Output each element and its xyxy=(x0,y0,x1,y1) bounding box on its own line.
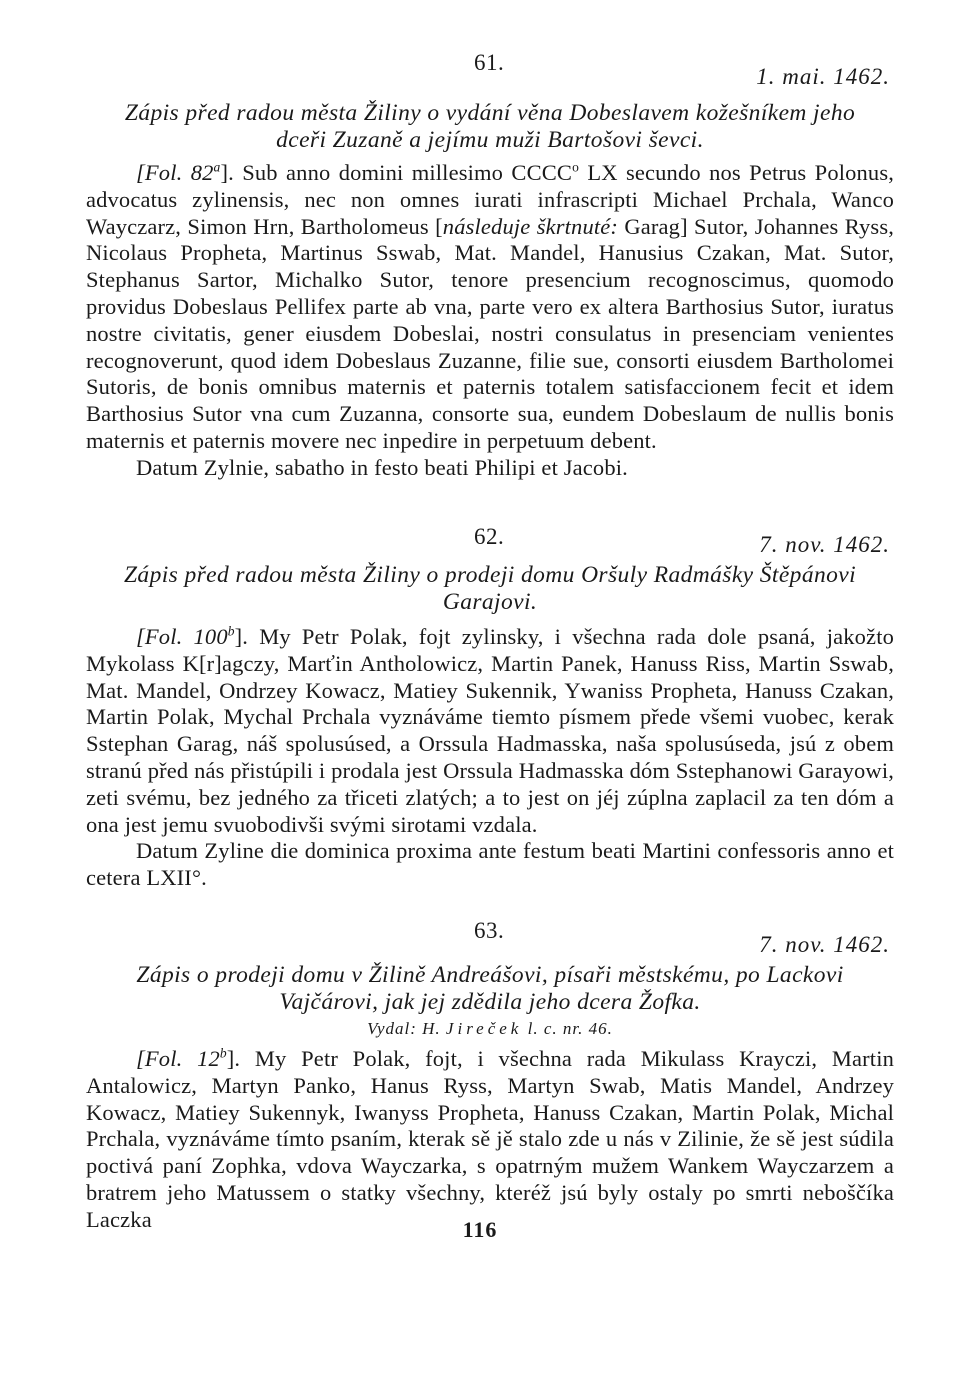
entry-date: 7. nov. 1462. xyxy=(759,532,890,557)
page-number: 116 xyxy=(462,1217,498,1242)
folio-reference xyxy=(136,160,220,185)
entry-number: 62. xyxy=(474,524,505,549)
entry-title-line: dceři Zuzaně a jejímu muži Bartošovi ševci. xyxy=(276,127,704,153)
entry-number: 61. xyxy=(474,50,505,75)
body-sup: o xyxy=(572,159,579,175)
body-text: My Petr Polak, fojt zylinsky, i všechna rada dole psaná, jakožto Mykolass K[r]agczy, Marťin Antholowicz, Martin Panek, Hanuss Riss, Martin Sswab, Mat. Mandel, Ondrzey Kowacz, Matiey Sukennik, Ywaniss Propheta, Hanuss Czakan, Martin Polak, Mychal Prchala vyznáváme tiemto písmem přede všemi vuobec, kerak Sstephan Garag, náš spolusúsed, a Orssula Hadmasska, naša spolusúseda, jsú z obem stranú před nás přistúpili i prodala jest Orssula Hadmasska dóm Sstephanowi Garayowi, zeti svému, bez jedného za třiceti zlatých; a to jest on jéj zúplna zaplacil za ten dóm a ona jest jemu svuobodivši svými sirotami vzdala. xyxy=(86,624,894,837)
folio-close: ]. xyxy=(226,1046,241,1071)
entry-61 xyxy=(86,52,894,482)
entry-body xyxy=(86,160,894,455)
entry-title-line: Zápis před radou města Žiliny o vydání věna Dobeslavem kožešníkem jeho xyxy=(124,100,856,126)
datum-line: Datum Zylnie, sabatho in festo beati Philipi et Jacobi. xyxy=(136,454,628,480)
folio-label: [Fol. 82 xyxy=(136,160,214,185)
edition-suffix: l. c. nr. 46. xyxy=(527,1019,613,1038)
datum-line: Datum Zyline die dominica proxima ante festum beati Martini confessoris anno et cetera LXII°. xyxy=(86,838,894,891)
entry-62 xyxy=(86,520,894,892)
body-text: Sub anno domini millesimo CCCC xyxy=(233,160,573,185)
body-text: Garag] Sutor, Johannes Ryss, Nicolaus Propheta, Martinus Sswab, Mat. Mandel, Hanusius Czakan, Mat. Sutor, Stephanus Sartor, Michalko Sutor, tenore presencium recognoscimus, quomodo providus Dobeslaus Pellifex parte ab vna, parte vero ex altera Barthosius Sutor, iuratus nostre civitatis, gener eiusdem Dobeslai, nostri consulatus in presenciam venientes recognoverunt, quod idem Dobeslaus Zuzanne, filie sue, consorti eiusdem Bartholomei Sutoris, de bonis omnibus maternis et paternis totalem satisfaccionem fecit et idem Barthosius Sutor vna cum Zuzanna, consorte sua, eundem Dobeslaum de nullis bonis maternis et paternis movere nec inpedire in perpetuum debent. xyxy=(86,213,895,453)
edition-author: Jireček xyxy=(445,1019,523,1038)
entry-title-line: Garajovi. xyxy=(442,589,538,615)
folio-close: ]. xyxy=(234,624,249,649)
folio-close: ]. xyxy=(220,160,234,185)
edition-prefix: Vydal: H. xyxy=(367,1019,441,1038)
entry-title xyxy=(86,962,894,1016)
folio-reference xyxy=(136,624,235,649)
entry-date: 1. mai. 1462. xyxy=(756,64,890,89)
entry-date: 7. nov. 1462. xyxy=(759,932,890,957)
folio-sup: b xyxy=(227,623,235,639)
editorial-note: následuje škrtnuté: xyxy=(442,213,619,239)
folio-label: [Fol. 12 xyxy=(136,1046,220,1071)
folio-sup: b xyxy=(219,1045,227,1061)
entry-63 xyxy=(86,914,894,1234)
entry-title-line: Zápis před radou města Žiliny o prodeji domu Oršuly Radmášky Štěpánovi xyxy=(123,562,857,588)
folio-reference xyxy=(136,1046,227,1071)
entry-body xyxy=(86,1046,894,1234)
entry-header xyxy=(86,52,894,100)
folio-label: [Fol. 100 xyxy=(136,624,228,649)
edition-reference xyxy=(86,1018,894,1040)
entry-body xyxy=(86,624,894,838)
entry-title-line: Vajčárovi, jak jej zdědila jeho dcera Žofka. xyxy=(279,989,701,1015)
entry-header xyxy=(86,914,894,962)
entry-title xyxy=(86,100,894,154)
body-text: My Petr Polak, fojt, i všechna rada Mikulass Krayczi, Martin Antalowicz, Martyn Panko, Hanus Ryss, Martyn Swab, Matis Mandel, Andrzey Kowacz, Matiey Sukennyk, Iwanyss Propheta, Hanuss Czakan, Martin Polak, Michal Prchala, vyznáváme tímto psaním, kterak sě jě stalo zde u nás v Zilinie, že sě jest súdila poctivá paní Zophka, vdova Wayczarka, s opatrným mužem Wankem Wayczarzem a bratrem jeho Matussem o statky všechny, kteréž jsú byly ostaly po smrti neboščíka Laczka xyxy=(86,1046,895,1232)
entry-title-line: Zápis o prodeji domu v Žilině Andreášovi, písaři městskému, po Lackovi xyxy=(136,962,844,988)
entry-header xyxy=(86,520,894,562)
entry-number: 63. xyxy=(474,918,505,943)
entry-title xyxy=(86,562,894,616)
folio-sup: a xyxy=(213,159,221,175)
body-text: LX secundo nos Petrus Polonus, advocatus zylinensis, nec non omnes iurati infrascripti Michael Prchala, Wanco Wayczarz, Simon Hrn, Bartholomeus [ xyxy=(86,160,895,239)
